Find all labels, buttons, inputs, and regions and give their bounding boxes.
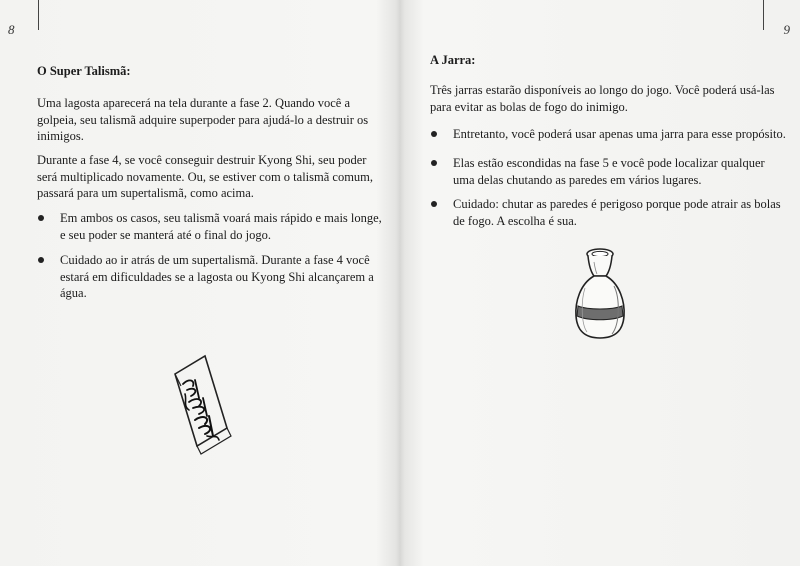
bullet-dot — [431, 131, 437, 137]
left-page — [0, 0, 398, 566]
bullet-item-2: Elas estão escondidas na fase 5 e você pode localizar qualquer uma delas chutando as paredes em vários lugares. — [453, 156, 765, 187]
page-edge-line — [763, 0, 764, 30]
section-heading: A Jarra: — [430, 53, 476, 67]
bullet-item-1: Entretanto, você poderá usar apenas uma jarra para esse propósito. — [453, 127, 786, 141]
paragraph-1: Uma lagosta aparecerá na tela durante a fase 2. Quando você a golpeia, seu talismã adquire superpoder para ajudá-lo a destruir os inimigos. — [37, 96, 369, 143]
page-number: 9 — [783, 22, 790, 37]
page-edge-line — [38, 0, 39, 30]
bullet-dot — [431, 160, 437, 166]
bullet-dot — [431, 201, 437, 207]
bullet-dot — [38, 215, 44, 221]
bullet-item-1: Em ambos os casos, seu talismã voará mais rápido e mais longe, e seu poder se manterá até o final do jogo. — [60, 211, 382, 242]
section-heading: O Super Talismã: — [37, 64, 131, 78]
paragraph-2: Durante a fase 4, se você conseguir destruir Kyong Shi, seu poder será multiplicado novamente. Ou, se estiver com o talismã comum, passará para um supertalismã, como acima. — [37, 153, 374, 200]
right-page — [402, 0, 800, 566]
bullet-dot — [38, 257, 44, 263]
paragraph-1: Três jarras estarão disponíveis ao longo do jogo. Você poderá usá-las para evitar as bolas de fogo do inimigo. — [430, 83, 775, 114]
bullet-item-2: Cuidado ao ir atrás de um supertalismã. Durante a fase 4 você estará em dificuldades se a lagosta ou Kyong Shi alcançarem a água. — [60, 253, 374, 300]
bullet-item-3: Cuidado: chutar as paredes é perigoso porque pode atrair as bolas de fogo. A escolha é sua. — [453, 197, 781, 228]
jar-icon — [570, 244, 630, 344]
page-number: 8 — [8, 22, 15, 37]
talisman-icon — [165, 350, 245, 460]
